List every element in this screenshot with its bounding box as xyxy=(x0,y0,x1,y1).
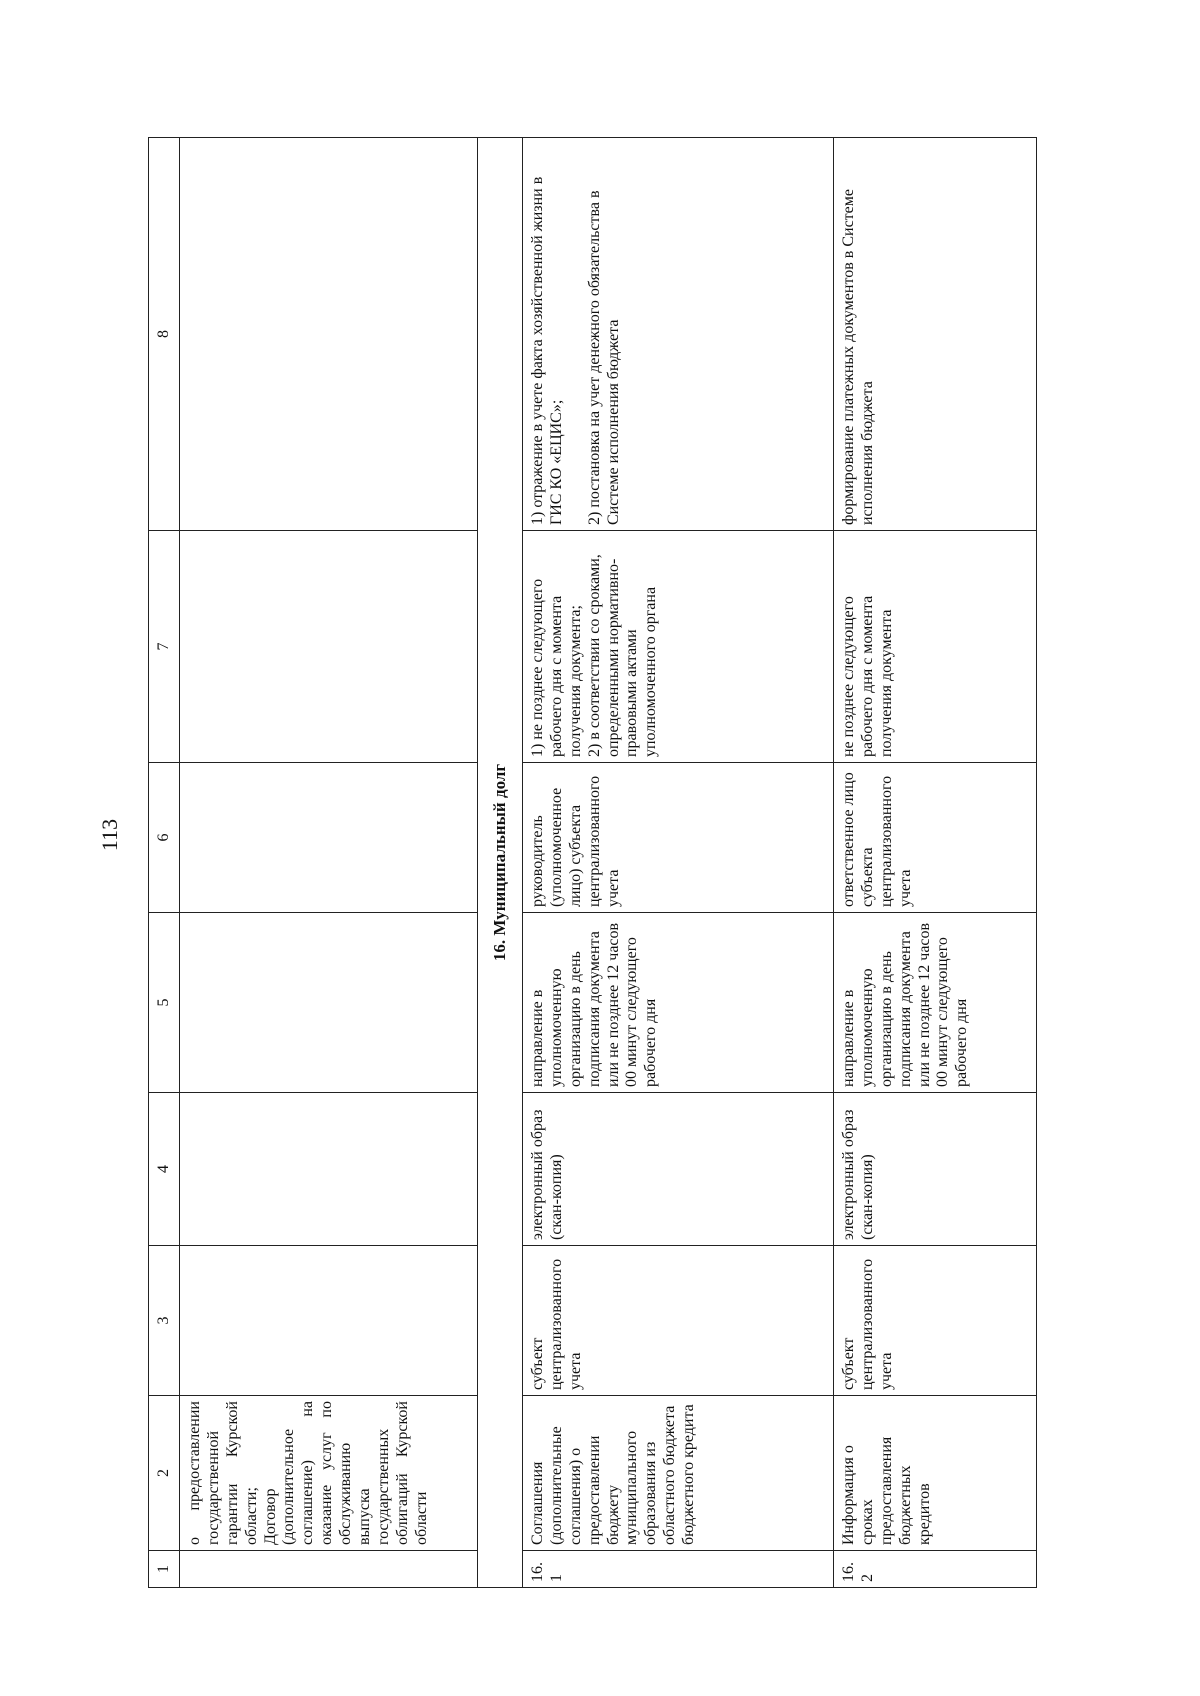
result-cell: формирование платежных документов в Системе исполнения бюджета xyxy=(834,138,1037,531)
page-number-text: 113 xyxy=(97,818,122,852)
transfer-cell: направление в уполномоченную организацию в день подписания документа или не позднее 12 часов 00 минут следующего рабочего дня xyxy=(834,913,1037,1093)
table-cell-empty xyxy=(180,1246,478,1396)
table-cell-empty xyxy=(180,763,478,913)
column-number: 1 xyxy=(149,1551,180,1588)
deadline-cell: 1) не позднее следующего рабочего дня с момента получения документа; 2) в соответствии со сроками, определенными нормативно-правовыми актами уполномоченного органа xyxy=(523,531,834,763)
column-number-row xyxy=(149,138,180,1588)
creator-cell: субъект централизованного учета xyxy=(834,1246,1037,1396)
row-number: 16.1 xyxy=(523,1551,834,1588)
responsible-cell: руководитель (уполномоченное лицо) субъекта централизованного учета xyxy=(523,763,834,913)
section-heading-row xyxy=(478,138,523,1588)
continuation-document-text: о предоставлении государственной гарантии Курской области; Договор (дополнительное соглашение) на оказание услуг по обслуживанию выпуска государственных облигаций Курской области xyxy=(180,1396,478,1551)
column-number: 8 xyxy=(149,138,180,531)
format-cell: электронный образ (скан-копия) xyxy=(523,1093,834,1246)
result-cell: 1) отражение в учете факта хозяйственной жизни в ГИС КО «ЕЦИС»; 2) постановка на учет денежного обязательства в Системе исполнения бюджета xyxy=(523,138,834,531)
table-cell-empty xyxy=(180,913,478,1093)
table-cell-empty xyxy=(180,531,478,763)
transfer-cell: направление в уполномоченную организацию в день подписания документа или не позднее 12 часов 00 минут следующего рабочего дня xyxy=(523,913,834,1093)
creator-cell: субъект централизованного учета xyxy=(523,1246,834,1396)
column-number: 5 xyxy=(149,913,180,1093)
column-number: 4 xyxy=(149,1093,180,1246)
column-number: 6 xyxy=(149,763,180,913)
column-number: 3 xyxy=(149,1246,180,1396)
format-cell: электронный образ (скан-копия) xyxy=(834,1093,1037,1246)
page-number xyxy=(95,805,125,865)
table-cell-empty xyxy=(180,1551,478,1588)
deadline-cell: не позднее следующего рабочего дня с момента получения документа xyxy=(834,531,1037,763)
document-name-cell: Соглашения (дополнительные соглашения) о предоставлении бюджету муниципального образования из областного бюджета бюджетного кредита xyxy=(523,1396,834,1551)
table-cell-empty xyxy=(180,138,478,531)
column-number: 2 xyxy=(149,1396,180,1551)
table-row xyxy=(834,138,1037,1588)
section-title: 16. Муниципальный долг xyxy=(478,138,523,1588)
document-name-cell: Информация о сроках предоставления бюджетных кредитов xyxy=(834,1396,1037,1551)
row-number: 16.2 xyxy=(834,1551,1037,1588)
table-row xyxy=(523,138,834,1588)
responsible-cell: ответственное лицо субъекта централизованного учета xyxy=(834,763,1037,913)
rotated-table-wrapper xyxy=(148,138,1096,1588)
procedure-table xyxy=(148,137,1037,1588)
continuation-row xyxy=(180,138,478,1588)
column-number: 7 xyxy=(149,531,180,763)
table-cell-empty xyxy=(180,1093,478,1246)
